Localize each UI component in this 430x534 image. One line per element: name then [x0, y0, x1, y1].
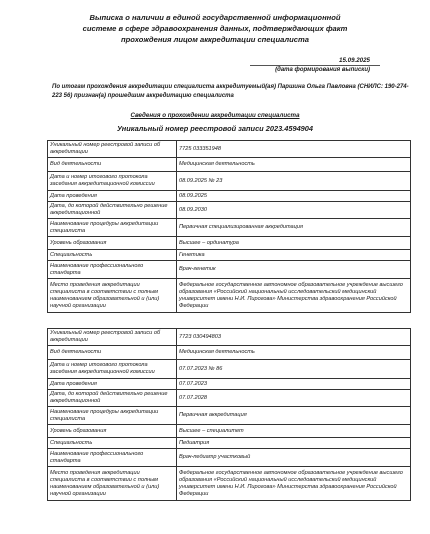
accreditation-record-table	[47, 328, 411, 501]
row-label: Место проведения аккредитации специалиста в соответствии с полным наименованием образовательной и (или) научной организации	[48, 467, 177, 501]
row-label: Наименование профессионального стандарта	[48, 449, 177, 467]
row-value: Первичная аккредитация	[177, 407, 411, 425]
row-label: Вид деятельности	[48, 346, 177, 360]
row-label: Наименование профессионального стандарта	[48, 261, 177, 279]
title-line: Выписка о наличии в единой государственной информационной	[89, 13, 341, 22]
table-row	[48, 172, 411, 191]
row-label: Дата проведения	[48, 191, 177, 202]
title-line: прохождения лицом аккредитации специалиста	[121, 35, 309, 44]
row-label: Уровень образования	[48, 237, 177, 250]
table-row	[48, 379, 411, 390]
row-value: Врач-педиатр участковый	[177, 449, 411, 467]
row-label: Место проведения аккредитации специалиста в соответствии с полным наименованием образовательной и (или) научной организации	[48, 279, 177, 313]
table-row	[48, 202, 411, 219]
row-value: 08.09.2025	[177, 191, 411, 202]
table-row	[48, 329, 411, 346]
row-value: Медицинская деятельность	[177, 346, 411, 360]
issue-date: 15.09.2025	[250, 57, 380, 66]
table-row	[48, 219, 411, 237]
row-value: 08.09.2025 № 23	[177, 172, 411, 191]
row-value: Педиатрия	[177, 438, 411, 449]
table-row	[48, 261, 411, 279]
row-value: Федеральное государственное автономное образовательное учреждение высшего образования «Российский национальный исследовательский медицинский университет имени Н.И. Пирогова» Министерства здравоохранения Российской Федерации	[177, 279, 411, 313]
document-title	[60, 12, 370, 45]
row-value: Федеральное государственное автономное образовательное учреждение высшего образования «Российский национальный исследовательский медицинский университет имени Н.И. Пирогова» Министерства здравоохранения Российской Федерации	[177, 467, 411, 501]
row-label: Дата, до которой действительно решение аккредитационной	[48, 390, 177, 407]
row-label: Специальность	[48, 438, 177, 449]
row-label: Наименование процедуры аккредитации специалиста	[48, 407, 177, 425]
intro-paragraph: По итогам прохождения аккредитации специалиста аккредитуемый(ая) Паршина Ольга Павловна (СНИЛС: 190-274-223 56) признан(а) прошедшим аккредитацию специалиста	[52, 84, 409, 99]
row-value: Высшее – специалитет	[177, 425, 411, 438]
info-section-title: Сведения о прохождении аккредитации специалиста	[130, 112, 300, 119]
table-row	[48, 449, 411, 467]
title-line: системе в сфере здравоохранения данных, подтверждающих факт	[82, 24, 348, 33]
row-value: Врач-генетик	[177, 261, 411, 279]
row-label: Дата проведения	[48, 379, 177, 390]
row-label: Дата и номер итогового протокола заседания аккредитационной комиссии	[48, 172, 177, 191]
row-value: 07.07.2023 № 86	[177, 360, 411, 379]
row-value: 07.07.2028	[177, 390, 411, 407]
row-value: Генетика	[177, 250, 411, 261]
table-row	[48, 191, 411, 202]
row-label: Уникальный номер реестровой записи об аккредитации	[48, 329, 177, 346]
table-row	[48, 438, 411, 449]
issue-date-caption: (дата формирования выписки)	[275, 67, 370, 73]
table-row	[48, 279, 411, 313]
row-label: Уникальный номер реестровой записи об аккредитации	[48, 141, 177, 158]
row-value: Первичная специализированная аккредитация	[177, 219, 411, 237]
table-row	[48, 250, 411, 261]
row-value: 08.09.2030	[177, 202, 411, 219]
row-value: Медицинская деятельность	[177, 158, 411, 172]
row-label: Вид деятельности	[48, 158, 177, 172]
row-value: Высшее – ординатура	[177, 237, 411, 250]
row-label: Дата и номер итогового протокола заседания аккредитационной комиссии	[48, 360, 177, 379]
table-row	[48, 360, 411, 379]
row-label: Специальность	[48, 250, 177, 261]
row-value: 7725 033351948	[177, 141, 411, 158]
table-row	[48, 237, 411, 250]
table-row	[48, 158, 411, 172]
row-label: Уровень образования	[48, 425, 177, 438]
table-row	[48, 141, 411, 158]
table-row	[48, 467, 411, 501]
row-label: Дата, до которой действительно решение аккредитационной	[48, 202, 177, 219]
registry-number-title: Уникальный номер реестровой записи 2023.4594904	[116, 124, 314, 133]
accreditation-record-table	[47, 140, 411, 313]
row-value: 07.07.2023	[177, 379, 411, 390]
date-block	[250, 57, 380, 74]
row-label: Наименование процедуры аккредитации специалиста	[48, 219, 177, 237]
table-row	[48, 346, 411, 360]
row-value: 7723 030494803	[177, 329, 411, 346]
table-row	[48, 390, 411, 407]
table-row	[48, 407, 411, 425]
table-row	[48, 425, 411, 438]
